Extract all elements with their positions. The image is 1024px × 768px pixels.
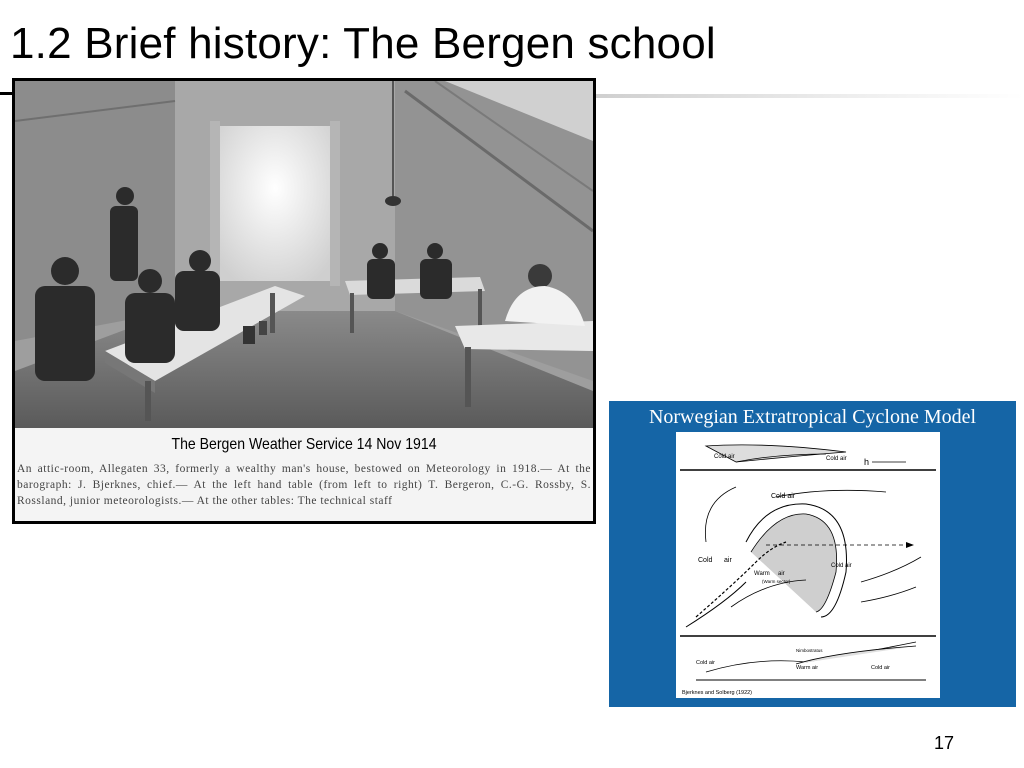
photo-original-caption: An attic-room, Allegaten 33, formerly a wealthy man's house, bestowed on Meteorology in 1918.— At the barograph: J. Bjerknes, chief.— At the left hand table (from left to right) T. Bergeron, C.-G. Rossby, S. Rossland, junior meteorologists.— At the other tables: The technical staff	[17, 463, 591, 507]
cyclone-model-panel	[609, 401, 1016, 707]
label-air-left: air	[724, 557, 732, 564]
label-warm-sector: (Warm sector)	[762, 579, 791, 584]
cyclone-model-diagram	[676, 432, 940, 698]
label-cold-air-tr: Cold air	[826, 456, 847, 462]
label-warm-air-b: Warm air	[796, 665, 819, 671]
cyclone-model-title: Norwegian Extratropical Cyclone Model	[648, 406, 977, 428]
weather-service-photo	[15, 81, 593, 428]
label-h: h	[864, 457, 870, 467]
label-cold-air-right: Cold air	[831, 563, 852, 569]
photo-caption: The Bergen Weather Service 14 Nov 1914	[171, 436, 437, 453]
label-cold-air-br: Cold air	[871, 665, 890, 671]
page-number: 17	[934, 733, 955, 753]
label-nimbostratus: Nimbostratus	[796, 648, 823, 653]
label-cold-air-tl: Cold air	[714, 454, 735, 460]
label-warm: Warm	[754, 571, 770, 577]
label-cold-air-bl: Cold air	[696, 660, 715, 666]
title-rule-fade	[594, 94, 1024, 98]
slide-title: 1.2 Brief history: The Bergen school	[10, 19, 716, 68]
label-cold-left: Cold	[698, 557, 713, 564]
label-warm-air: air	[778, 571, 785, 577]
historical-photo-panel	[12, 78, 596, 524]
label-credit: Bjerknes and Solberg (1922)	[682, 690, 753, 696]
label-cold-air-mid: Cold air	[771, 493, 796, 500]
